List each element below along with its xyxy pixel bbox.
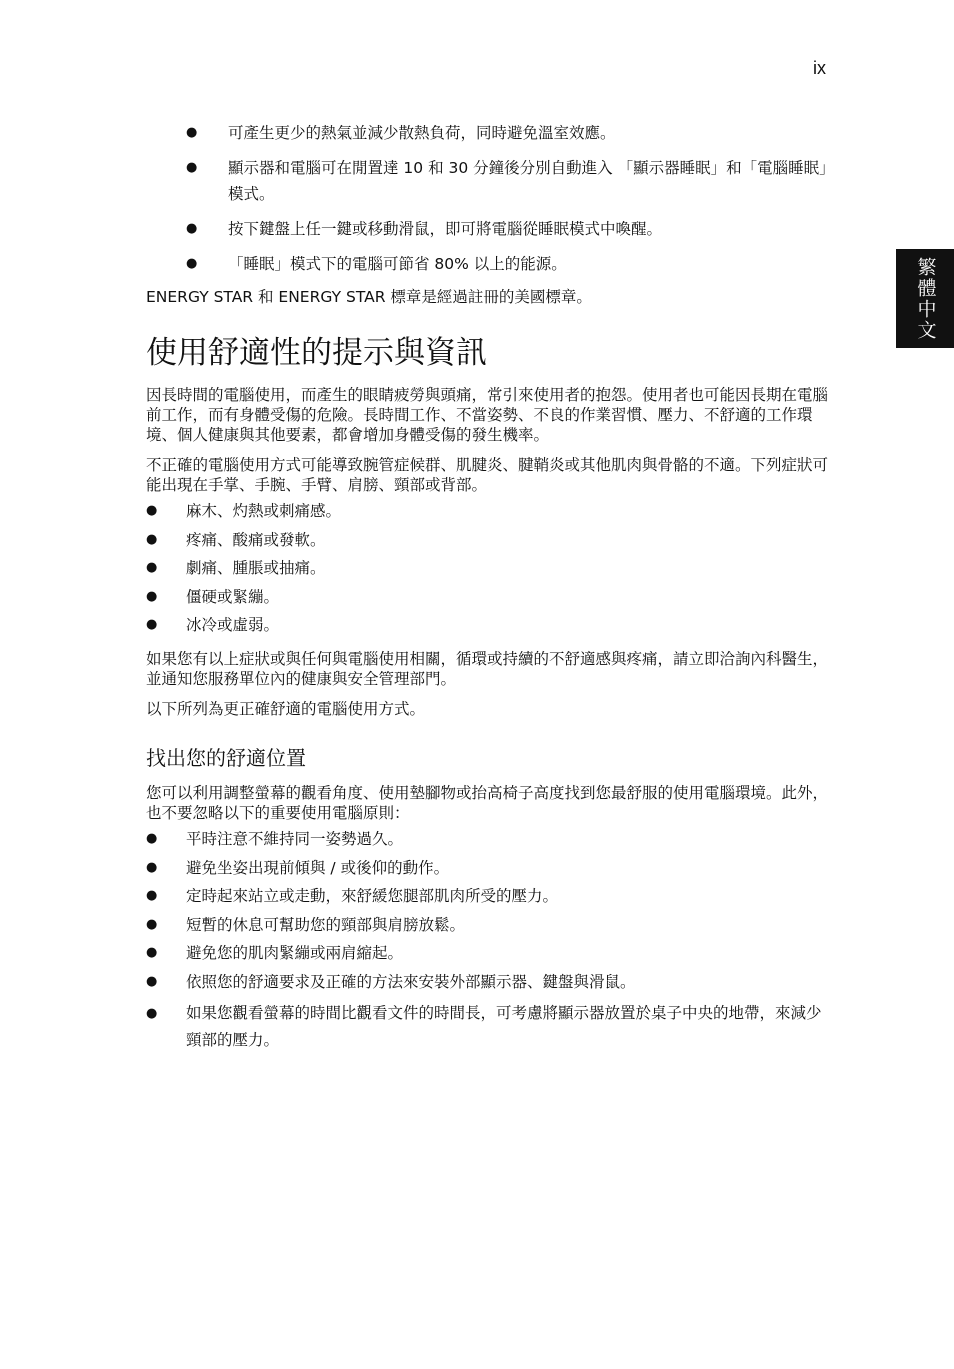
symptoms-list xyxy=(146,501,834,635)
list-item-text: 定時起來站立或走動，來舒緩您腿部肌肉所受的壓力。 xyxy=(186,887,559,905)
list-item xyxy=(146,216,834,242)
list-item xyxy=(146,829,834,849)
list-item-text: 僵硬或緊繃。 xyxy=(186,587,280,606)
trademark-note: ENERGY STAR 和 ENERGY STAR 標章是經過註冊的美國標章。 xyxy=(146,288,592,306)
list-item-text: 按下鍵盤上任一鍵或移動滑鼠，即可將電腦從睡眠模式中喚醒。 xyxy=(228,220,663,238)
language-tab xyxy=(896,249,954,348)
bullet-icon: ● xyxy=(186,221,198,236)
bullet-icon: ● xyxy=(146,859,158,875)
language-tab-label: 繁體中文 xyxy=(914,256,937,341)
energy-benefits-list xyxy=(146,120,834,277)
bullet-icon: ● xyxy=(146,588,158,604)
bullet-icon: ● xyxy=(146,617,158,632)
list-item xyxy=(146,1000,834,1054)
page-number: ix xyxy=(813,58,826,78)
bullet-icon: ● xyxy=(146,973,158,989)
bullet-icon: ● xyxy=(146,560,158,575)
page-content xyxy=(146,120,834,1063)
section-title: 使用舒適性的提示與資訊 xyxy=(146,335,487,371)
list-item-text: 避免坐姿出現前傾與 / 或後仰的動作。 xyxy=(186,858,450,877)
list-item xyxy=(146,251,834,277)
bullet-icon: ● xyxy=(146,888,158,903)
list-item xyxy=(146,155,834,207)
advice-paragraph: 以下所列為更正確舒適的電腦使用方式。 xyxy=(146,700,426,718)
bullet-icon: ● xyxy=(146,916,158,932)
subsection-title: 找出您的舒適位置 xyxy=(146,746,306,770)
list-item-text: 劇痛、腫脹或抽痛。 xyxy=(186,559,326,577)
list-item-text: 短暫的休息可幫助您的頸部與肩膀放鬆。 xyxy=(186,915,466,934)
list-item xyxy=(146,915,834,935)
bullet-icon: ● xyxy=(186,160,198,175)
bullet-icon: ● xyxy=(186,125,198,140)
list-item xyxy=(146,587,834,607)
bullet-icon: ● xyxy=(146,1006,158,1021)
list-item-text: 冰冷或虛弱。 xyxy=(186,616,280,634)
list-item-text: 如果您觀看螢幕的時間比觀看文件的時間長，可考慮將顯示器放置於桌子中央的地帶，來減少頸部的壓力。 xyxy=(186,1004,822,1049)
list-item-text: 平時注意不維持同一姿勢過久。 xyxy=(186,830,404,848)
list-item-text: 麻木、灼熱或刺痛感。 xyxy=(186,502,342,520)
bullet-icon: ● xyxy=(146,531,158,547)
list-item xyxy=(146,972,834,992)
list-item xyxy=(146,530,834,550)
intro-paragraph: 因長時間的電腦使用，而產生的眼睛疲勞與頭痛，常引來使用者的抱怨。使用者也可能因長期在電腦前工作，而有身體受傷的危險。長時間工作、不當姿勢、不良的作業習慣、壓力、不舒適的工作環境、個人健康與其他要素，都會增加身體受傷的發生機率。 xyxy=(146,386,829,444)
bullet-icon: ● xyxy=(146,503,158,518)
bullet-icon: ● xyxy=(146,945,158,960)
list-item-text: 「睡眠」模式下的電腦可節省 80% 以上的能源。 xyxy=(228,255,567,273)
bullet-icon: ● xyxy=(186,256,198,271)
list-item xyxy=(146,615,834,635)
list-item xyxy=(146,886,834,906)
list-item xyxy=(146,558,834,578)
list-item xyxy=(146,943,834,963)
list-item-text: 可產生更少的熱氣並減少散熱負荷，同時避免溫室效應。 xyxy=(228,124,616,142)
advice-paragraph: 如果您有以上症狀或與任何與電腦使用相關，循環或持續的不舒適感與疼痛，請立即洽詢內科醫生，並通知您服務單位內的健康與安全管理部門。 xyxy=(146,650,829,688)
list-item xyxy=(146,501,834,521)
list-item xyxy=(146,858,834,878)
list-item xyxy=(146,120,834,146)
list-item-text: 避免您的肌肉緊繃或兩肩縮起。 xyxy=(186,944,404,962)
bullet-icon: ● xyxy=(146,831,158,846)
list-item-text: 疼痛、酸痛或發軟。 xyxy=(186,530,326,549)
comfort-tips-list xyxy=(146,829,834,1054)
list-item-text: 依照您的舒適要求及正確的方法來安裝外部顯示器、鍵盤與滑鼠。 xyxy=(186,972,636,991)
subsection-paragraph: 您可以利用調整螢幕的觀看角度、使用墊腳物或抬高椅子高度找到您最舒服的使用電腦環境。此外，也不要忽略以下的重要使用電腦原則： xyxy=(146,784,829,822)
intro-paragraph: 不正確的電腦使用方式可能導致腕管症候群、肌腱炎、腱鞘炎或其他肌肉與骨骼的不適。下列症狀可能出現在手掌、手腕、手臂、肩膀、頸部或背部。 xyxy=(146,456,829,494)
list-item-text: 顯示器和電腦可在閒置達 10 和 30 分鐘後分別自動進入 「顯示器睡眠」和「電腦睡眠」模式。 xyxy=(228,159,827,203)
